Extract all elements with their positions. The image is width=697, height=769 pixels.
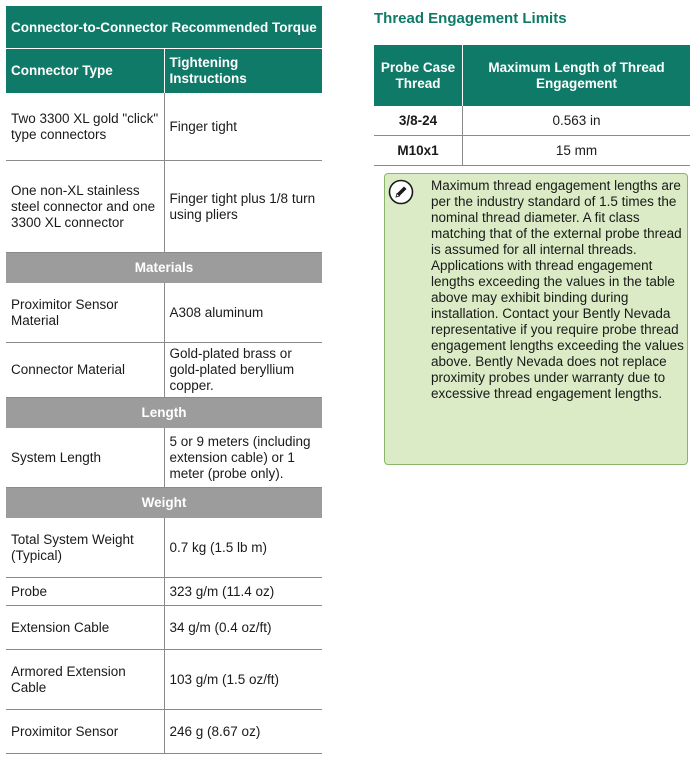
col-header-probe-case-thread: Probe Case Thread — [374, 45, 463, 106]
table-row — [6, 578, 322, 606]
spec-key: Proximitor Sensor — [6, 710, 164, 754]
spec-value: 0.7 kg (1.5 lb m) — [164, 518, 322, 578]
note-box — [384, 173, 688, 465]
table-row — [374, 106, 690, 136]
pencil-icon — [388, 179, 414, 205]
table-row — [6, 650, 322, 710]
thread-engagement-title: Thread Engagement Limits — [374, 10, 567, 27]
tightening-cell: Finger tight plus 1/8 turn using pliers — [164, 161, 322, 253]
thread-engagement-table — [374, 45, 690, 166]
table-row — [6, 518, 322, 578]
weight-section-header: Weight — [6, 488, 322, 519]
length-section-header: Length — [6, 398, 322, 429]
max-length-cell: 15 mm — [463, 136, 691, 166]
table-row — [6, 343, 322, 398]
spec-key: Extension Cable — [6, 606, 164, 650]
spec-key: System Length — [6, 428, 164, 488]
table-row — [6, 93, 322, 161]
specs-table-container — [6, 6, 322, 754]
connector-type-cell: One non-XL stainless steel connector and one 3300 XL connector — [6, 161, 164, 253]
col-header-max-length: Maximum Length of Thread Engagement — [463, 45, 691, 106]
thread-size-cell: 3/8-24 — [374, 106, 463, 136]
tightening-cell: Finger tight — [164, 93, 322, 161]
spec-key: Total System Weight (Typical) — [6, 518, 164, 578]
table-row — [6, 428, 322, 488]
spec-value: Gold-plated brass or gold-plated beryllium copper. — [164, 343, 322, 398]
connector-type-cell: Two 3300 XL gold "click" type connectors — [6, 93, 164, 161]
table-row — [6, 161, 322, 253]
torque-table-title: Connector-to-Connector Recommended Torque — [6, 6, 322, 49]
spec-key: Proximitor Sensor Material — [6, 283, 164, 343]
spec-value: 246 g (8.67 oz) — [164, 710, 322, 754]
spec-value: 34 g/m (0.4 oz/ft) — [164, 606, 322, 650]
spec-value: 323 g/m (11.4 oz) — [164, 578, 322, 606]
spec-key: Probe — [6, 578, 164, 606]
max-length-cell: 0.563 in — [463, 106, 691, 136]
table-row — [6, 710, 322, 754]
table-row — [6, 283, 322, 343]
spec-value: A308 aluminum — [164, 283, 322, 343]
table-row — [6, 606, 322, 650]
materials-section-header: Materials — [6, 253, 322, 284]
spec-key: Armored Extension Cable — [6, 650, 164, 710]
col-header-connector-type: Connector Type — [6, 49, 164, 94]
spec-value: 103 g/m (1.5 oz/ft) — [164, 650, 322, 710]
spec-value: 5 or 9 meters (including extension cable) or 1 meter (probe only). — [164, 428, 322, 488]
table-row — [374, 136, 690, 166]
specs-table — [6, 6, 322, 754]
thread-size-cell: M10x1 — [374, 136, 463, 166]
note-text: Maximum thread engagement lengths are per the industry standard of 1.5 times the nominal thread diameter. A fit class matching that of the external probe thread is assumed for all internal threads. Applications with thread engagement lengths exceeding the values in the table above may exhibit binding during installation. Contact your Bently Nevada representative if you require probe thread engagement lengths exceeding the values above. Bently Nevada does not replace proximity probes under warranty due to excessive thread engagement lengths. — [431, 178, 684, 401]
spec-key: Connector Material — [6, 343, 164, 398]
col-header-tightening: Tightening Instructions — [164, 49, 322, 94]
